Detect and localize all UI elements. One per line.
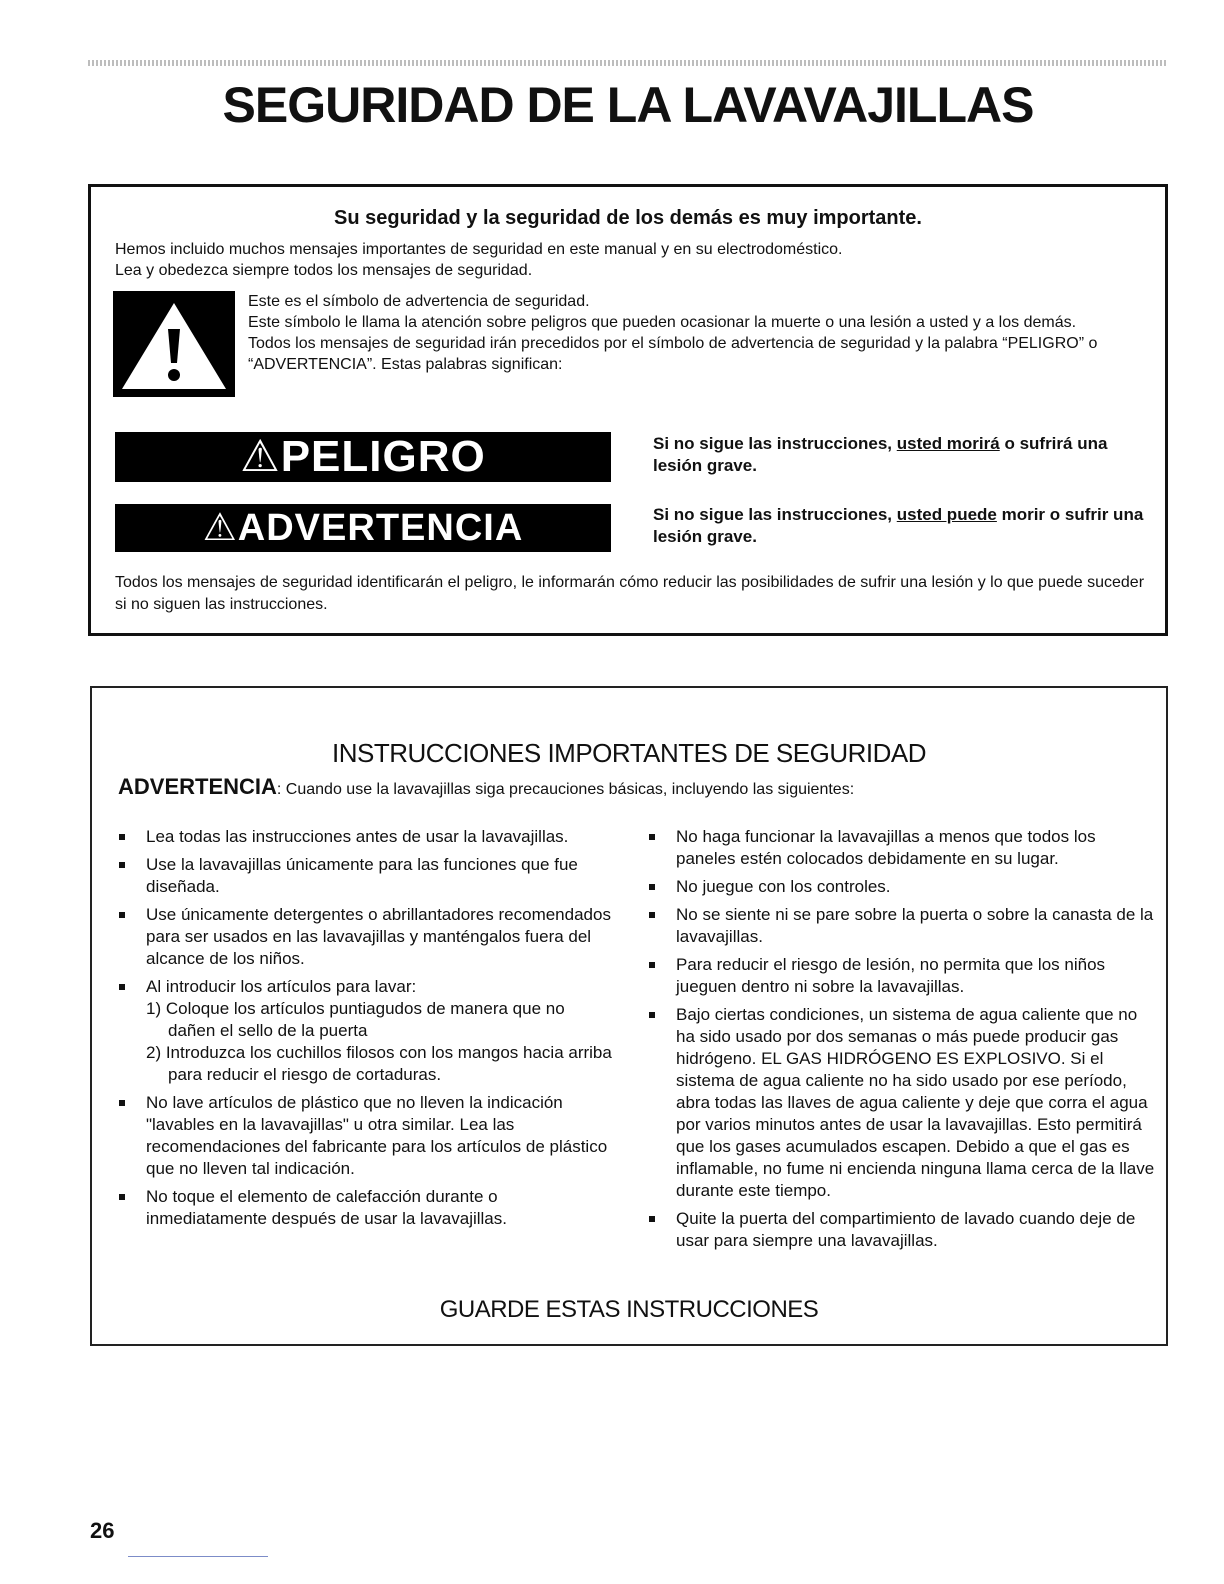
advertencia-label: ADVERTENCIA: [237, 507, 524, 549]
bullet-icon: [119, 1194, 125, 1200]
safety-box-footer: Todos los mensajes de seguridad identificarán el peligro, le informarán cómo reducir las posibilidades de sufrir una lesión y lo que puede suceder si no siguen las instrucciones.: [115, 574, 1145, 613]
intro-line: Hemos incluido muchos mensajes importantes de seguridad en este manual y en su electrodoméstico.: [115, 241, 843, 258]
item-text: Use únicamente detergentes o abrillantadores recomendados para ser usados en las lavavajillas y manténgalos fuera del alcance de los niños.: [146, 905, 611, 968]
item-text: Bajo ciertas condiciones, un sistema de agua caliente que no ha sido usado por dos semanas o más puede producir gas hidrógeno. EL GAS HIDRÓGENO ES EXPLOSIVO. Si el sistema de agua caliente no ha sido usado por ese período, abra todas las llaves de agua caliente y deje que corra el agua por varios minutos antes de usar la lavavajillas. Esto permitirá que los gases acumulados escapen. Debido a que el gas es inflamable, no fume ni encienda ninguna llama cerca de la llave durante este tiempo.: [676, 1005, 1155, 1200]
sub-item: 1) Coloque los artículos puntiagudos de manera que no dañen el sello de la puerta: [146, 999, 565, 1040]
top-dotted-rule: [88, 60, 1168, 66]
item-text: Use la lavavajillas únicamente para las funciones que fue diseñada.: [146, 855, 578, 896]
advertencia-description: [653, 504, 1153, 548]
instructions-right-column: [646, 826, 1156, 1258]
alert-triangle-icon: ⚠: [202, 507, 238, 549]
bullet-icon: [119, 862, 125, 868]
advertencia-line: [118, 774, 854, 800]
item-text: Al introducir los artículos para lavar:: [146, 977, 417, 996]
list-item: [646, 876, 1156, 898]
desc-text: o sufrirá una lesión grave.: [653, 434, 1108, 475]
safety-box-heading: Su seguridad y la seguridad de los demás es muy importante.: [334, 207, 922, 229]
sub-item: 2) Introduzca los cuchillos filosos con los mangos hacia arriba para reducir el riesgo de cortaduras.: [146, 1043, 612, 1084]
bullet-icon: [119, 984, 125, 990]
page-title: SEGURIDAD DE LA LAVAVAJILLAS: [222, 77, 1034, 133]
instructions-left-column: [116, 826, 616, 1236]
item-text: No se siente ni se pare sobre la puerta o sobre la canasta de la lavavajillas.: [676, 905, 1154, 946]
list-item: [646, 1004, 1156, 1202]
bullet-icon: [119, 1100, 125, 1106]
symbol-line: Todos los mensajes de seguridad irán precedidos por el símbolo de advertencia de seguridad y la palabra “PELIGRO” o “ADVERTENCIA”. Estas palabras significan:: [248, 335, 1098, 373]
save-instructions-footer: GUARDE ESTAS INSTRUCCIONES: [439, 1296, 819, 1323]
item-text: No lave artículos de plástico que no lleven la indicación "lavables en la lavavajillas" u otra similar. Lea las recomendaciones del fabricante para los artículos de plástico que no lleven tal indicación.: [146, 1093, 608, 1178]
intro-line: Lea y obedezca siempre todos los mensajes de seguridad.: [115, 262, 533, 279]
bottom-rule: [128, 1556, 268, 1557]
advertencia-signal-bar: [115, 504, 611, 552]
item-text: Para reducir el riesgo de lesión, no permita que los niños jueguen dentro ni sobre la lavavajillas.: [676, 955, 1106, 996]
item-text: No juegue con los controles.: [676, 877, 891, 896]
list-item: [646, 1208, 1156, 1252]
bullet-icon: [649, 912, 655, 918]
advertencia-label: ADVERTENCIA: [118, 774, 277, 799]
safety-intro: [115, 239, 843, 281]
list-item: [646, 826, 1156, 870]
list-item: [116, 854, 616, 898]
peligro-signal-bar: [115, 432, 611, 482]
peligro-label: PELIGRO: [280, 432, 486, 481]
item-text: No toque el elemento de calefacción durante o inmediatamente después de usar la lavavajillas.: [146, 1187, 507, 1228]
safety-message-box: [88, 184, 1168, 636]
symbol-explanation: [248, 291, 1128, 375]
bullet-icon: [649, 884, 655, 890]
list-item: [646, 904, 1156, 948]
peligro-description: [653, 433, 1153, 477]
desc-text: morir o sufrir una lesión grave.: [653, 505, 1144, 546]
item-text: No haga funcionar la lavavajillas a menos que todos los paneles estén colocados debidamente en su lugar.: [676, 827, 1096, 868]
instructions-heading: INSTRUCCIONES IMPORTANTES DE SEGURIDAD: [332, 738, 926, 768]
alert-triangle-icon: ⚠: [240, 432, 281, 481]
item-text: Lea todas las instrucciones antes de usar la lavavajillas.: [146, 827, 569, 846]
bullet-icon: [119, 834, 125, 840]
list-item: [116, 976, 616, 1086]
list-item: [116, 1092, 616, 1180]
desc-underlined: usted puede: [896, 505, 997, 524]
list-item: [116, 904, 616, 970]
page-number: 26: [90, 1518, 115, 1543]
symbol-line: Este símbolo le llama la atención sobre peligros que pueden ocasionar la muerte o una lesión a usted y a los demás.: [248, 314, 1077, 331]
list-item: [646, 954, 1156, 998]
bullet-icon: [649, 1216, 655, 1222]
bullet-icon: [649, 1012, 655, 1018]
list-item: [116, 826, 616, 848]
desc-underlined: usted morirá: [896, 434, 1000, 453]
instructions-box: [90, 686, 1168, 1346]
desc-text: Si no sigue las instrucciones,: [653, 434, 897, 453]
bullet-icon: [649, 834, 655, 840]
item-text: Quite la puerta del compartimiento de lavado cuando deje de usar para siempre una lavavajillas.: [676, 1209, 1136, 1250]
symbol-line: Este es el símbolo de advertencia de seguridad.: [248, 293, 590, 310]
desc-text: Si no sigue las instrucciones,: [653, 505, 897, 524]
bullet-icon: [649, 962, 655, 968]
bullet-icon: [119, 912, 125, 918]
list-item: [116, 1186, 616, 1230]
warning-triangle-icon: [113, 291, 235, 397]
advertencia-text: : Cuando use la lavavajillas siga precauciones básicas, incluyendo las siguientes:: [276, 781, 855, 798]
